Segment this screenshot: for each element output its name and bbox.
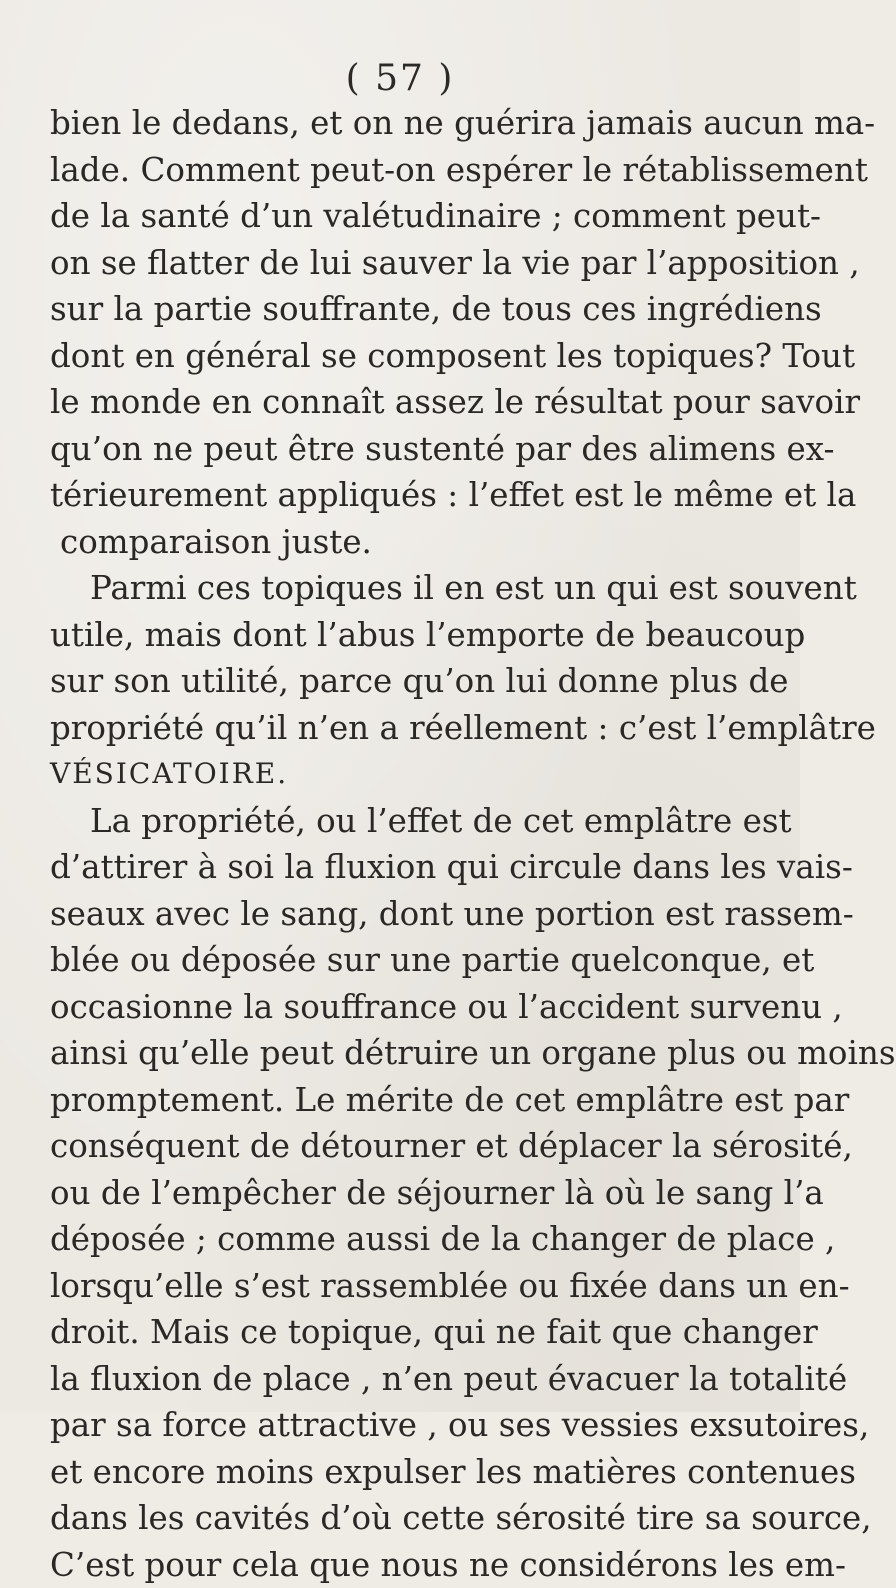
- text-line: utile, mais dont l’abus l’emporte de beaucoup: [50, 612, 790, 659]
- text-line: le monde en connaît assez le résultat pour savoir: [50, 379, 790, 426]
- text-line: C’est pour cela que nous ne considérons les em-: [50, 1542, 790, 1588]
- text-line: et encore moins expulser les matières contenues: [50, 1449, 790, 1496]
- text-line: ou de l’empêcher de séjourner là où le sang l’a: [50, 1170, 790, 1217]
- text-line: la fluxion de place , n’en peut évacuer la totalité: [50, 1356, 790, 1403]
- text-line: bien le dedans, et on ne guérira jamais aucun ma-: [50, 100, 790, 147]
- text-line: occasionne la souffrance ou l’accident survenu ,: [50, 984, 790, 1031]
- text-line: droit. Mais ce topique, qui ne fait que changer: [50, 1309, 790, 1356]
- text-line: propriété qu’il n’en a réellement : c’est l’emplâtre: [50, 705, 790, 752]
- paragraph-start-line: La propriété, ou l’effet de cet emplâtre est: [50, 798, 790, 845]
- text-line: térieurement appliqués : l’effet est le même et la: [50, 472, 790, 519]
- text-line: seaux avec le sang, dont une portion est rassem-: [50, 891, 790, 938]
- text-line: conséquent de détourner et déplacer la sérosité,: [50, 1123, 790, 1170]
- text-line: sur la partie souffrante, de tous ces ingrédiens: [50, 286, 790, 333]
- page-number: ( 57 ): [0, 58, 800, 99]
- text-line: comparaison juste.: [50, 519, 790, 566]
- paragraph-start-line: Parmi ces topiques il en est un qui est souvent: [50, 565, 790, 612]
- text-line: lorsqu’elle s’est rassemblée ou fixée dans un en-: [50, 1263, 790, 1310]
- text-line: on se flatter de lui sauver la vie par l’apposition ,: [50, 240, 790, 287]
- text-line: promptement. Le mérite de cet emplâtre est par: [50, 1077, 790, 1124]
- page-body: [50, 100, 790, 1588]
- text-line: ainsi qu’elle peut détruire un organe plus ou moins: [50, 1030, 790, 1077]
- text-line: sur son utilité, parce qu’on lui donne plus de: [50, 658, 790, 705]
- text-line: lade. Comment peut-on espérer le rétablissement: [50, 147, 790, 194]
- text-line: qu’on ne peut être sustenté par des alimens ex-: [50, 426, 790, 473]
- text-line: blée ou déposée sur une partie quelconque, et: [50, 937, 790, 984]
- text-line: d’attirer à soi la fluxion qui circule dans les vais-: [50, 844, 790, 891]
- text-line: dont en général se composent les topiques? Tout: [50, 333, 790, 380]
- text-line: de la santé d’un valétudinaire ; comment peut-: [50, 193, 790, 240]
- text-line: VÉSICATOIRE.: [50, 751, 790, 798]
- text-line: par sa force attractive , ou ses vessies exsutoires,: [50, 1402, 790, 1449]
- text-line: dans les cavités d’où cette sérosité tire sa source,: [50, 1495, 790, 1542]
- text-line: déposée ; comme aussi de la changer de place ,: [50, 1216, 790, 1263]
